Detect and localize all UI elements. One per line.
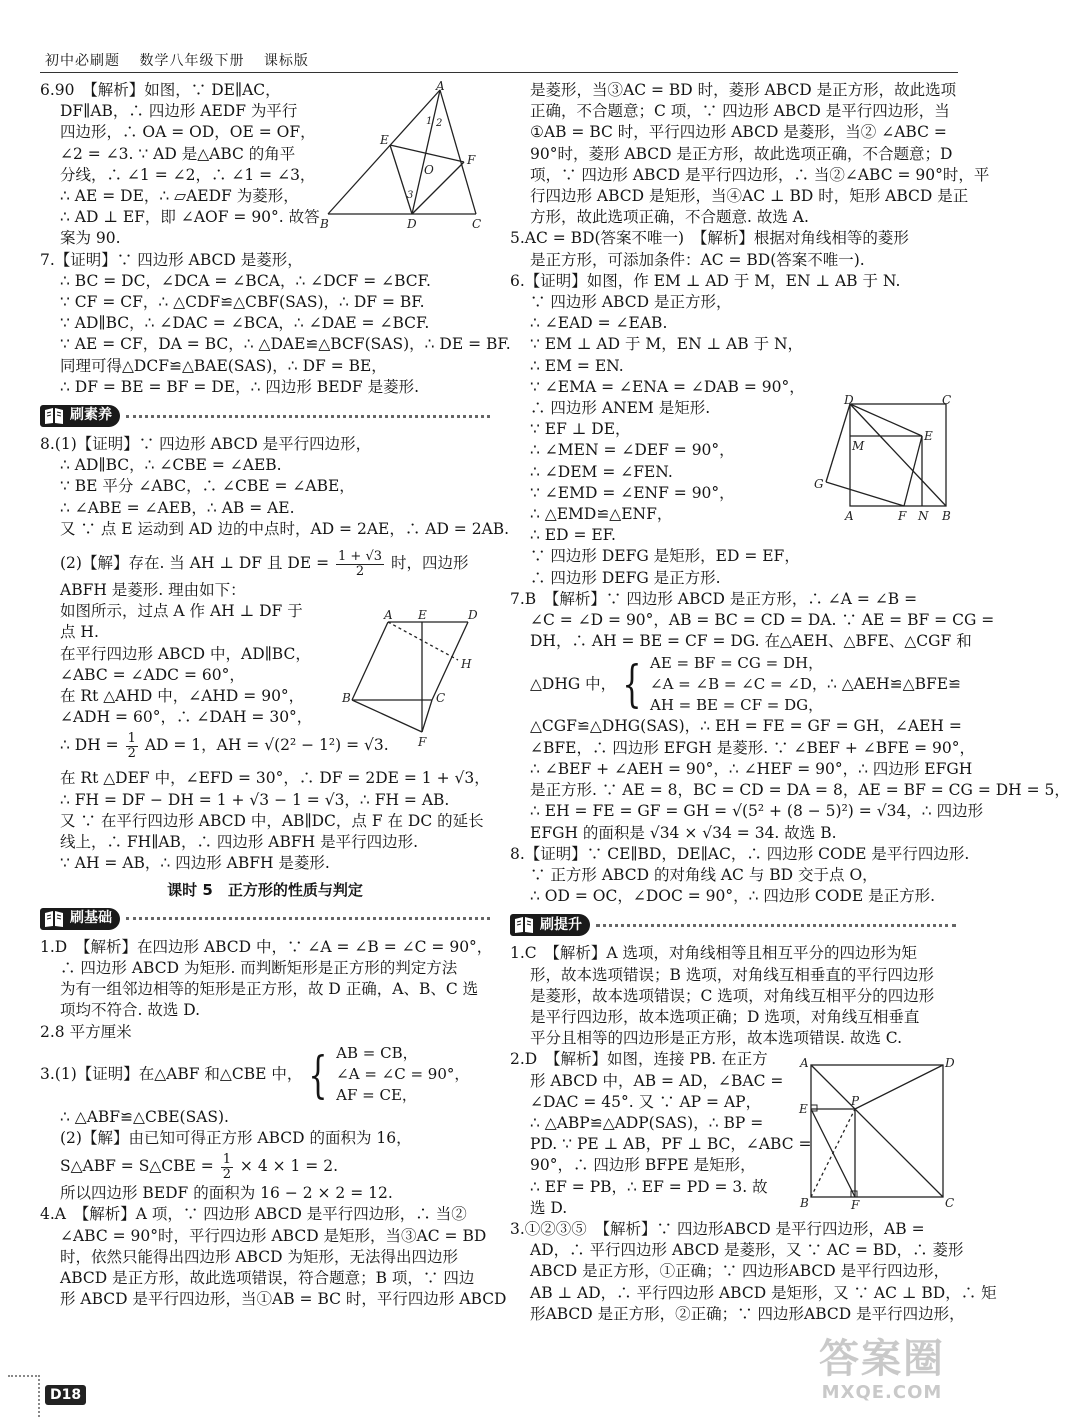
text-span: × 4 × 1 = 2.: [239, 1157, 339, 1176]
series-title: 初中必刷题: [45, 53, 120, 69]
book-icon: [513, 916, 535, 934]
book-icon: [43, 407, 65, 425]
label-angle-1: 1: [426, 116, 433, 127]
label-o: O: [424, 163, 434, 177]
text-line: 是正方形，可添加条件：AC = BD(答案不唯一).: [530, 250, 865, 269]
text-line: 8.(1)【证明】∵ 四边形 ABCD 是平行四边形，: [40, 435, 372, 454]
text-line: ∴ DF = BE = BF = DE，∴ 四边形 BEDF 是菱形.: [60, 377, 420, 396]
watermark-url: MXQE.COM: [821, 1382, 943, 1403]
text-line: ∵ AH = AB，∴ 四边形 ABFH 是菱形.: [60, 854, 330, 873]
text-line: 在平行四边形 ABCD 中，AD∥BC，: [60, 644, 311, 663]
text-line: 形ABCD 是正方形，②正确；∵ 四边形ABCD 是平行四边形，: [530, 1304, 965, 1323]
text-line: ①AB = BC 时，平行四边形 ABCD 是菱形，当② ∠ABC =: [530, 123, 947, 142]
basic-answer-3: [40, 1043, 490, 1205]
text-line: 1.D 【解析】在四边形 ABCD 中，∵ ∠A = ∠B = ∠C = 90°，: [40, 937, 493, 956]
text-line: ∠ADH = 60°，∴ ∠DAH = 30°，: [60, 708, 313, 727]
text-line: ∴ ∠ABE = ∠AEB，∴ AB = AE.: [60, 498, 295, 517]
text-line: AD，∴ 平行四边形 ABCD 是菱形，又 ∵ AC = BD，∴ 菱形: [530, 1241, 964, 1260]
text-line: ∴ BC = DC，∠DCA = ∠BCA，∴ ∠DCF = ∠BCF.: [60, 271, 431, 290]
denominator: 2: [127, 745, 136, 761]
text-line: 在 Rt △AHD 中，∠AHD = 90°，: [60, 687, 305, 706]
text-line: 是菱形，故本选项错误；C 选项，对角线互相平分的四边形: [530, 986, 935, 1005]
text-line: ∵ 正方形 ABCD 的对角线 AC 与 BD 交于点 O，: [530, 865, 878, 884]
basic-answer-7: [510, 589, 1070, 844]
text-line: 3.①②③⑤ 【解析】∵ 四边形ABCD 是平行四边形，AB =: [510, 1219, 925, 1238]
label-f: F: [851, 1198, 860, 1212]
label-n: N: [918, 509, 929, 523]
text-line: 6.90 【解析】如图，∵ DE∥AC，: [40, 81, 281, 99]
label-a: A: [800, 1056, 809, 1070]
text-line: ∵ EM ⊥ AD 于 M，EN ⊥ AB 于 N，: [530, 335, 804, 354]
label-angle-2: 2: [436, 118, 443, 129]
text-line: DF∥AB，∴ 四边形 AEDF 为平行: [60, 102, 298, 121]
label-c: C: [942, 393, 952, 407]
text-line: 在 Rt △DEF 中，∠EFD = 30°，∴ DF = 2DE = 1 + √3，: [60, 769, 490, 788]
text-line: 平分且相等的四边形是正方形，故本选项错误. 故选 C.: [530, 1029, 903, 1048]
text-line: 线上，∴ FH∥AB，∴ 四边形 ABFH 是平行四边形.: [60, 833, 419, 852]
text-line: ∵ AE = CF，DA = BC，∴ △DAE≌△BCF(SAS)，∴ DE = BF.: [60, 335, 511, 354]
text-line: ABCD 是正方形，故此选项错误，符合题意；B 项，∵ 四边: [60, 1268, 475, 1287]
denominator: 2: [222, 1166, 231, 1182]
brace-group: [616, 653, 827, 716]
watermark-logo: [812, 1335, 952, 1410]
advanced-answer-1: [510, 943, 956, 1049]
section-badge: [40, 405, 120, 427]
answer-7: [40, 250, 511, 398]
brace-line: ∠A = ∠C = 90°，: [336, 1065, 470, 1084]
brace-lines: [650, 653, 827, 716]
advanced-answer-3: [510, 1219, 997, 1325]
text-line: 同理可得△DCF≌△BAE(SAS)，∴ DF = BE，: [60, 356, 387, 375]
text-line: ∴ ∠BEF + ∠AEH = 90°，∴ ∠HEF = 90°，∴ 四边形 EFGH: [530, 759, 973, 778]
lesson-title: 课时 5 正方形的性质与判定: [167, 880, 363, 899]
basic-answer-2: 2.8 平方厘米: [40, 1022, 132, 1041]
text-line: ∴ AD ⊥ EF，即 ∠AOF = 90°. 故答: [60, 208, 320, 227]
text-span: ∴ DH =: [60, 736, 119, 755]
label-p: P: [851, 1094, 860, 1108]
text-line: ∴ EF = PB，∴ EF = PD = 3. 故: [530, 1177, 768, 1196]
text-line: (2)【解】由已知可得正方形 ABCD 的面积为 16，: [60, 1128, 412, 1147]
text-line: ∠ABC = 90°时，平行四边形 ABCD 是矩形，当③AC = BD: [60, 1226, 487, 1245]
label-m: M: [852, 439, 865, 453]
text-line: ∴ AE = DE，∴ ▱AEDF 为菱形，: [60, 187, 299, 206]
text-line: 8.【证明】∵ CE∥BD，DE∥AC，∴ 四边形 CODE 是平行四边形.: [510, 844, 970, 863]
brace-symbol: {: [622, 655, 642, 714]
text-line: 是菱形，当③AC = BD 时，菱形 ABCD 是正方形，故此选项: [530, 81, 957, 99]
label-angle-3: 3: [407, 190, 414, 201]
text-line: 项，∵ 四边形 ABCD 是平行四边形，∴ 当②∠ABC = 90°时，平: [530, 165, 990, 184]
text-line: 7.B 【解析】∵ 四边形 ABCD 是正方形，∴ ∠A = ∠B =: [510, 589, 918, 608]
fraction: [126, 732, 138, 761]
section-header-advanced: [510, 911, 956, 939]
text-line: ∠C = ∠D = 90°，AB = BC = CD = DA. ∵ AE = BF = CG =: [530, 611, 995, 630]
label-e: E: [799, 1102, 808, 1116]
section-title: 刷基础: [70, 910, 112, 927]
label-c: C: [472, 217, 482, 231]
text-line: 90°时，菱形 ABCD 是正方形，故此选项正确，不合题意；D: [530, 144, 953, 163]
figure-triangle-aedf: [318, 79, 490, 232]
text-line: AB ⊥ AD，∴ 平行四边形 ABCD 是矩形，又 ∵ AC ⊥ BD，∴ 矩: [530, 1283, 997, 1302]
section-badge: [40, 908, 120, 930]
numerator: 1 + √3: [338, 548, 382, 564]
text-span: AD = 1，AH = √(2² − 1²) = √3.: [144, 736, 389, 755]
text-line: 正确，不合题意；C 项，∵ 四边形 ABCD 是平行四边形，当: [530, 102, 950, 121]
page-number: D18: [45, 1385, 86, 1405]
text-line: 四边形，∴ OA = OD，OE = OF，: [60, 123, 316, 142]
label-b: B: [942, 509, 951, 523]
section-badge: [510, 914, 590, 936]
brace-line: AH = BE = CF = DG，: [650, 695, 824, 714]
text-line: [40, 1149, 490, 1183]
text-line: ∴ EH = FE = GF = GH = √(5² + (8 − 5)²) = √34，∴ 四边形: [530, 802, 984, 821]
text-line: 行四边形 ABCD 是矩形，当④AC ⊥ BD 时，矩形 ABCD 是正: [530, 187, 969, 206]
text-span: (2)【解】存在. 当 AH ⊥ DF 且 DE =: [60, 554, 330, 573]
basic-answer-1: [40, 937, 493, 1022]
label-d: D: [407, 217, 417, 231]
label-h: H: [461, 657, 472, 671]
brace-line: AF = CE，: [336, 1086, 417, 1105]
text-line: ∴ 四边形 ABCD 为矩形. 而判断矩形是正方形的判定方法: [60, 958, 458, 977]
text-line: ∵ 四边形 DEFG 是矩形，ED = EF，: [530, 547, 800, 566]
text-line: ∴ FH = DF − DH = 1 + √3 − 1 = √3，∴ FH = AB.: [60, 790, 450, 809]
label-c: C: [436, 691, 446, 705]
text-line: ∴ 四边形 ANEM 是矩形.: [530, 399, 711, 418]
text-line: 又 ∵ 在平行四边形 ABCD 中，AB∥DC，点 F 在 DC 的延长: [60, 811, 484, 830]
section-title: 刷提升: [540, 916, 582, 933]
text-line: ∴ 四边形 DEFG 是正方形.: [530, 568, 721, 587]
figure-square-bfpe: [795, 1055, 957, 1210]
text-line: 4.A 【解析】A 项，∵ 四边形 ABCD 是平行四边形，∴ 当②: [40, 1205, 467, 1224]
text-line: DH，∴ AH = BE = CF = DG. 在△AEH、△BFE、△CGF 和: [530, 632, 972, 651]
text-line: 项均不符合. 故选 D.: [60, 1001, 201, 1020]
header-rule: [40, 72, 958, 73]
label-e: E: [924, 429, 933, 443]
text-line: 5.AC = BD(答案不唯一) 【解析】根据对角线相等的菱形: [510, 229, 909, 248]
basic-answer-8: [510, 844, 970, 908]
text-line: 6.【证明】如图，作 EM ⊥ AD 于 M，EN ⊥ AB 于 N.: [510, 271, 901, 290]
text-line: ∵ ∠EMA = ∠ENA = ∠DAB = 90°，: [530, 377, 805, 396]
text-line: 方形，故此选项正确，不合题意. 故选 A.: [530, 208, 809, 227]
watermark-title: 答案圈: [819, 1336, 945, 1382]
brace-line: ∠A = ∠B = ∠C = ∠D，: [650, 674, 827, 693]
basic-answer-5: [510, 228, 956, 270]
text-line: 形 ABCD 中，AB = AD，∠BAC =: [530, 1071, 784, 1090]
fraction: [336, 550, 384, 579]
text-line: PD. ∵ PE ⊥ AB，PF ⊥ BC，∠ABC =: [530, 1135, 812, 1154]
text-line: ABCD 是正方形，①正确；∵ 四边形ABCD 是平行四边形，: [530, 1262, 950, 1281]
edition-title: 课标版: [263, 53, 309, 69]
basic-answer-4: [40, 1204, 507, 1310]
label-c: C: [945, 1196, 955, 1210]
label-e: E: [380, 133, 389, 147]
basic-answer-4-cont: [510, 80, 990, 228]
label-f: F: [467, 153, 476, 167]
text-line: 如图所示，过点 A 作 AH ⊥ DF 于: [60, 602, 303, 621]
text-line: ∵ EF ⊥ DE，: [530, 420, 631, 439]
text-line: ∵ ∠EMD = ∠ENF = 90°，: [530, 483, 735, 502]
text-line: 分线，∴ ∠1 = ∠2，∴ ∠1 = ∠3，: [60, 165, 316, 184]
text-line: EFGH 的面积是 √34 × √34 = 34. 故选 B.: [530, 823, 837, 842]
text-span: △DHG 中，: [530, 674, 617, 693]
text-line: 2.D 【解析】如图，连接 PB. 在正方: [510, 1050, 768, 1069]
text-line: ∠DAC = 45°. 又 ∵ AP = AP，: [530, 1092, 762, 1111]
text-line: ∠BFE，∴ 四边形 EFGH 是菱形. ∵ ∠BEF + ∠BFE = 90°，: [530, 738, 976, 757]
numerator: 1: [222, 1151, 231, 1167]
text-line: 案为 90.: [60, 229, 121, 248]
text-line: ∴ ∠MEN = ∠DEF = 90°，: [530, 441, 735, 460]
text-line: 选 D.: [530, 1198, 568, 1217]
label-d: D: [844, 393, 854, 407]
text-line: ABFH 是菱形. 理由如下：: [60, 581, 246, 600]
text-line: ∵ 四边形 ABCD 是正方形，: [530, 293, 732, 312]
dotted-rule: [126, 415, 490, 418]
text-line: ∴ EM = EN.: [530, 356, 624, 375]
text-line: [40, 546, 490, 580]
dotted-rule: [596, 924, 956, 927]
section-header-literacy: [40, 402, 490, 430]
text-line: 1.C 【解析】A 选项，对角线相等且相互平分的四边形为矩: [510, 944, 918, 963]
text-line: 又 ∵ 点 E 运动到 AD 边的中点时，AD = 2AE，∴ AD = 2AB.: [60, 519, 510, 538]
label-a: A: [845, 509, 854, 523]
text-line: [510, 652, 962, 716]
text-span: 时，四边形: [390, 554, 469, 573]
text-span: S△ABF = S△CBE =: [60, 1157, 214, 1176]
corner-dotted-mark: [8, 1375, 40, 1417]
text-line: 所以四边形 BEDF 的面积为 16 − 2 × 2 = 12.: [60, 1184, 393, 1203]
text-line: 形 ABCD 是平行四边形，当①AB = BC 时，平行四边形 ABCD: [60, 1290, 507, 1309]
text-line: 时，依然只能得出四边形 ABCD 为矩形，无法得出四边形: [60, 1247, 459, 1266]
label-a: A: [384, 608, 393, 622]
label-b: B: [342, 691, 351, 705]
text-line: 7.【证明】∵ 四边形 ABCD 是菱形，: [40, 250, 303, 269]
label-d: D: [468, 608, 478, 622]
text-line: △CGF≌△DHG(SAS)，∴ EH = FE = GF = GH，∠AEH =: [530, 717, 962, 736]
section-title: 刷素养: [70, 407, 112, 424]
brace-group: [302, 1043, 469, 1106]
label-b: B: [800, 1196, 809, 1210]
fraction: [221, 1153, 233, 1182]
text-line: ∵ AD∥BC，∴ ∠DAC = ∠BCA，∴ ∠DAE = ∠BCF.: [60, 314, 430, 333]
text-line: ∵ CF = CF，∴ △CDF≌△CBF(SAS)，∴ DF = BF.: [60, 293, 425, 312]
text-span: 3.(1)【证明】在△ABF 和△CBE 中，: [40, 1065, 303, 1084]
text-line: ∴ ∠EAD = ∠EAB.: [530, 314, 668, 333]
brace-line: AB = CB，: [336, 1044, 418, 1063]
brace-line: AE = BF = CG = DH，: [650, 653, 824, 672]
text-line: ∠ABC = ∠ADC = 60°，: [60, 665, 245, 684]
page-header: [45, 50, 323, 70]
text-line: 是正方形. ∵ AE = 8，BC = CD = DA = 8，AE = BF = CG = DH = 5，: [530, 781, 1070, 800]
text-line: ∴ △ABP≌△ADP(SAS)，∴ BP =: [530, 1113, 764, 1132]
label-g: G: [814, 477, 824, 491]
text-line: 点 H.: [60, 623, 99, 642]
text-line: 为有一组邻边相等的矩形是正方形，故 D 正确，A、B、C 选: [60, 980, 479, 999]
text-line: 是平行四边形，故本选项正确；D 选项，对角线互相垂直: [530, 1007, 920, 1026]
text-line: ∵ BE 平分 ∠ABC，∴ ∠CBE = ∠ABE，: [60, 477, 355, 496]
text-line: 形，故本选项错误；B 选项，对角线互相垂直的平行四边形: [530, 965, 934, 984]
figure-parallelogram-abfh: [340, 610, 488, 750]
text-line: ∴ OD = OC，∠DOC = 90°，∴ 四边形 CODE 是正方形.: [530, 887, 936, 906]
brace-symbol: {: [308, 1045, 328, 1104]
label-e: E: [418, 608, 427, 622]
label-f: F: [898, 509, 907, 523]
brace-lines: [336, 1043, 469, 1106]
text-line: ∴ △ABF≌△CBE(SAS).: [60, 1107, 229, 1126]
subject-title: 数学八年级下册: [139, 53, 245, 69]
denominator: 2: [355, 563, 365, 579]
book-icon: [43, 910, 65, 928]
text-line: ∠2 = ∠3. ∵ AD 是△ABC 的角平: [60, 144, 296, 163]
text-line: ∴ AD∥BC，∴ ∠CBE = ∠AEB.: [60, 456, 282, 475]
numerator: 1: [127, 730, 136, 746]
label-d: D: [945, 1056, 955, 1070]
text-line: 90°，∴ 四边形 BFPE 是矩形，: [530, 1156, 756, 1175]
figure-square-defg: [812, 393, 958, 526]
text-line: ∴ △EMD≌△ENF，: [530, 505, 673, 524]
text-line: ∴ ∠DEM = ∠FEN.: [530, 462, 673, 481]
text-line: ∴ ED = EF.: [530, 526, 616, 545]
text-span: ∴ △AEH≌△BFE≌: [826, 674, 962, 693]
label-a: A: [436, 79, 445, 93]
text-line: [40, 1043, 490, 1107]
dotted-rule: [126, 917, 490, 920]
label-f: F: [418, 735, 427, 749]
label-b: B: [320, 217, 329, 231]
section-header-basic: [40, 905, 490, 933]
